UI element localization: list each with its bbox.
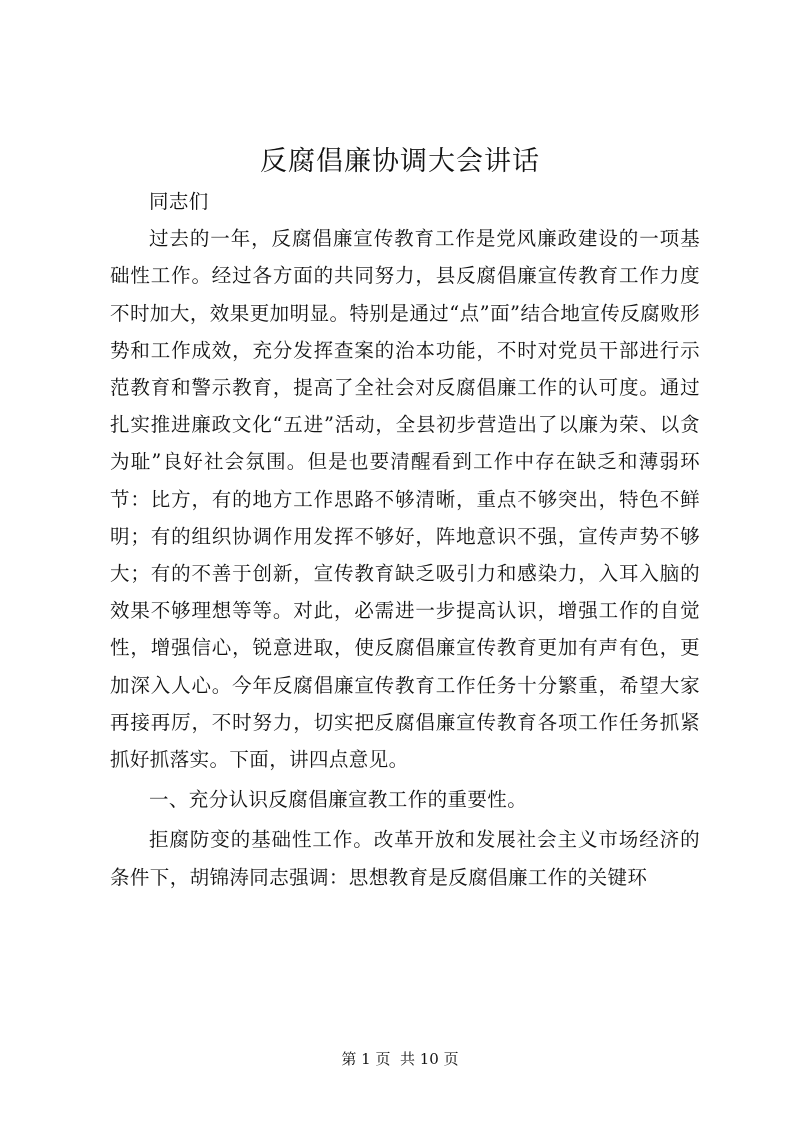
section-heading-1: 一、充分认识反腐倡廉宣教工作的重要性。: [149, 788, 528, 812]
paragraph-2: 拒腐防变的基础性工作。改革开放和发展社会主义市场经济的条件下，胡锦涛同志强调：思想教育是反腐倡廉工作的关键环: [110, 828, 700, 889]
page-footer: [0, 1049, 800, 1069]
document-body: [110, 183, 700, 896]
salutation: 同志们: [149, 190, 209, 213]
page-number: 第 1 页 共 10 页: [341, 1050, 459, 1068]
paragraph-1: 过去的一年，反腐倡廉宣传教育工作是党风廉政建设的一项基础性工作。经过各方面的共同努力，县反腐倡廉宣传教育工作力度不时加大，效果更加明显。特别是通过“点”面”结合地宣传反腐败形势和工作成效，充分发挥查案的治本功能，不时对党员干部进行示范教育和警示教育，提高了全社会对反腐倡廉工作的认可度。通过扎实推进廉政文化“五进”活动，全县初步营造出了以廉为荣、以贪为耻”良好社会氛围。但是也要清醒看到工作中存在缺乏和薄弱环节：比方，有的地方工作思路不够清晰，重点不够突出，特色不鲜明；有的组织协调作用发挥不够好，阵地意识不强，宣传声势不够大；有的不善于创新，宣传教育缺乏吸引力和感染力，入耳入脑的效果不够理想等等。对此，必需进一步提高认识，增强工作的自觉性，增强信心，锐意进取，使反腐倡廉宣传教育更加有声有色，更加深入人心。今年反腐倡廉宣传教育工作任务十分繁重，希望大家再接再厉，不时努力，切实把反腐倡廉宣传教育各项工作任务抓紧抓好抓落实。下面，讲四点意见。: [110, 227, 700, 772]
document-title: 反腐倡廉协调大会讲话: [260, 146, 540, 177]
